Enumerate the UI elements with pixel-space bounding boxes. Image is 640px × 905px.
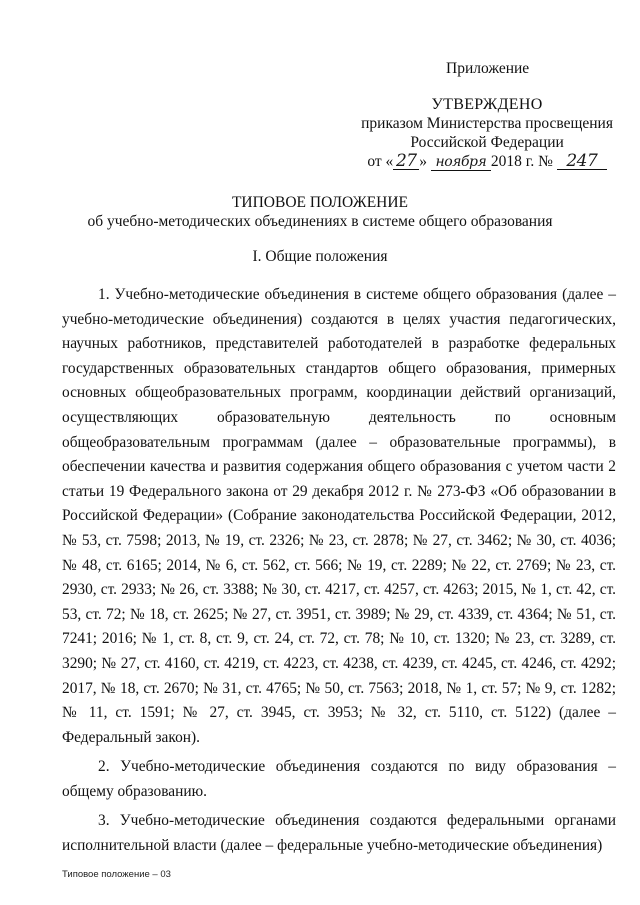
order-line-2: Российской Федерации: [410, 134, 564, 151]
approval-block: [361, 95, 613, 171]
handwritten-month: ноября: [431, 154, 491, 171]
appendix-label: Приложение: [446, 60, 530, 77]
order-year-label: 2018 г. №: [490, 153, 553, 170]
order-line-1: приказом Министерства просвещения: [361, 115, 613, 132]
paragraph-1: 1. Учебно-методические объединения в системе общего образования (далее – учебно-методические объединения) создаются в целях участия педагогических, научных работников, представителей работодателей в разработке федеральных государственных образовательных стандартов общего образования, примерных основных общеобразовательных программ, координации действий организаций, осуществляющих образовательную деятельность по основным общеобразовательным программам (далее – образовательные программы), в обеспечении качества и развития содержания общего образования с учетом части 2 статьи 19 Федерального закона от 29 декабря 2012 г. № 273-ФЗ «Об образовании в Российской Федерации» (Собрание законодательства Российской Федерации, 2012, № 53, ст. 7598; 2013, № 19, ст. 2326; № 23, ст. 2878; № 27, ст. 3462; № 30, ст. 4036; № 48, ст. 6165; 2014, № 6, ст. 562, ст. 566; № 19, ст. 2289; № 22, ст. 2769; № 23, ст. 2930, ст. 2933; № 26, ст. 3388; № 30, ст. 4217, ст. 4257, ст. 4263; 2015, № 1, ст. 42, ст. 53, ст. 72; № 18, ст. 2625; № 27, ст. 3951, ст. 3989; № 29, ст. 4339, ст. 4364; № 51, ст. 7241; 2016; № 1, ст. 8, ст. 9, ст. 24, ст. 72, ст. 78; № 10, ст. 1320; № 23, ст. 3289, ст. 3290; № 27, ст. 4160, ст. 4219, ст. 4223, ст. 4238, ст. 4239, ст. 4245, ст. 4246, ст. 4292; 2017, № 18, ст. 2670; № 31, ст. 4765; № 50, ст. 7563; 2018, № 1, ст. 57; № 9, ст. 1282; № 11, ст. 1591; № 27, ст. 3945, ст. 3953; № 32, ст. 5110, ст. 5122) (далее – Федеральный закон).: [62, 286, 616, 746]
approved-stamp-text: УТВЕРЖДЕНО: [431, 96, 543, 113]
paragraph-3: 3. Учебно-методические объединения создаются федеральными органами исполнительной власти (далее – федеральные учебно-методические объединения): [62, 812, 616, 855]
order-from-label: от «: [367, 153, 394, 170]
document-body: [62, 283, 616, 859]
document-title: [0, 193, 640, 231]
order-day-close: »: [419, 153, 428, 170]
order-date-number-line: [361, 152, 613, 171]
title-main: ТИПОВОЕ ПОЛОЖЕНИЕ: [231, 194, 409, 211]
paragraph-2: 2. Учебно-методические объединения создаются по виду образования – общему образованию.: [62, 758, 616, 800]
handwritten-day: 27: [393, 153, 419, 170]
handwritten-order-number: 247: [557, 153, 607, 170]
section-heading: I. Общие положения: [252, 248, 388, 265]
page-footer: Типовое положение – 03: [62, 869, 171, 880]
title-subtitle: об учебно-методических объединениях в системе общего образования: [87, 213, 553, 230]
